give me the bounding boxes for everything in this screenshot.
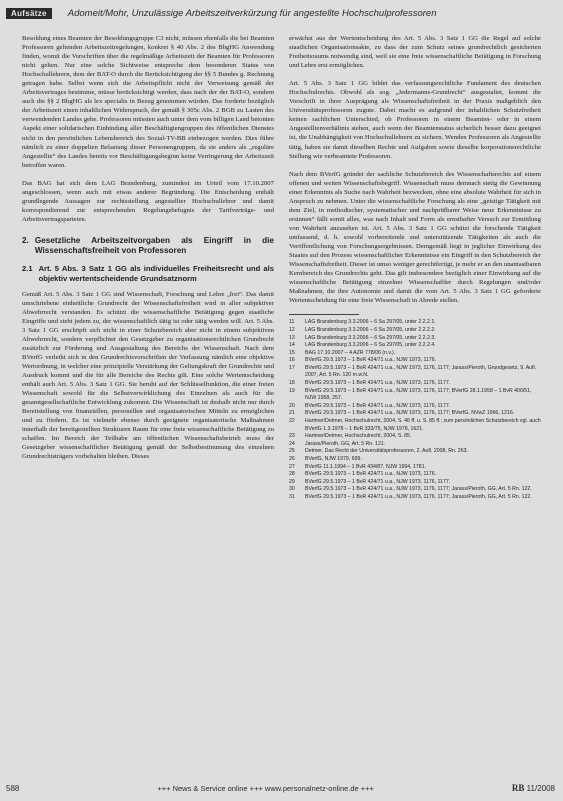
footnote-text: BVerfG, NJW 1979, 699. <box>305 456 362 462</box>
footnote-number: 16 <box>289 357 295 364</box>
paragraph: erwächst aus der Wertentscheidung des Art. 5 Abs. 3 Satz 1 GG die Regel auf solche staatlichen Organisationsakte, zu dass der zum Schutz seines grundrechtlich gesicherten Freiheitsraums notwendig sind, weil sie eine freie wissenschaftliche Betätigung in Forschung und Lehre erst ermöglichen. <box>289 35 541 70</box>
footnote <box>289 319 541 327</box>
footnote <box>289 357 541 365</box>
section-badge: Aufsätze <box>6 8 52 19</box>
footnotes <box>289 319 541 501</box>
footnote-text: BVerfG 11.1.1994 – 1 BvR 434/87, NJW 1994, 1781. <box>305 463 427 470</box>
footnote-number: 17 <box>289 364 295 371</box>
footnote <box>289 448 541 456</box>
footnote <box>289 494 541 502</box>
footnote <box>289 380 541 388</box>
footnote-number: 23 <box>289 433 295 440</box>
page-footer <box>6 782 555 794</box>
footnote-number: 30 <box>289 486 295 493</box>
footer-center-text: +++ News & Service online +++ www.personalnetz-online.de +++ <box>157 783 374 793</box>
footnote <box>289 327 541 335</box>
footnote-text: BVerfG 29.5.1973 – 1 BvR 424/71 u.a., NJW 1973, 1176, 1177; BVerfG 28.1.1958 – 1 BvR 400/51, NJW 1958, 257. <box>305 387 532 402</box>
footnote-text: BVerfG 29.5.1973 – 1 BvR 424/71 u.a., NJW 1973, 1176, 1177. <box>305 478 451 485</box>
running-title: Adomeit/Mohr, Unzulässige Arbeitszeitverkürzung für angestellte Hochschulprofessoren <box>67 7 437 19</box>
page-number: 588 <box>6 783 20 793</box>
right-column <box>289 34 541 764</box>
footnote-number: 25 <box>289 448 295 455</box>
footnote-number: 20 <box>289 402 295 409</box>
footnote-text: BVerfG 29.5.1973 – 1 BvR 424/71 u.a., NJW 1973, 1176, 1177; Jarass/Pieroth, GG, Art. 5 Rn. 122. <box>305 493 532 500</box>
footnote <box>289 479 541 487</box>
footnote-number: 18 <box>289 380 295 387</box>
footnote <box>289 410 541 418</box>
paragraph: Nach dem BVerfG gründet der sachliche Schutzbereich des Wissenschaftsrechts auf einem offenen und weiten Wissenschaftsbegriff. Wissenschaft muss demnach stetig die Gewinnung einer Erkenntnis als Suche nach Wahrheit bezwecken, ohne eine absolute Wahrheit für sich in Anspruch zu nehmen. Unter die wissenschaftliche Forschung als eine „geistige Tätigkeit mit dem Ziel, in methodischer, systematischer und nachprüfbarer Weise neue Erkenntnisse zu ersinnen“ fällt somit alles, was nach Inhalt und Form als ernsthafter Versuch zur Ermittlung von Wahrheit anzusehen ist. Art. 5 Abs. 3 Satz 1 GG schützt die forschende Tätigkeit umfassend, d. h. sowohl vorbereitende und unterstützende Tätigkeiten als auch die Veröffentlichung von Forschungsergebnissen. Demgemäß liegt in jeglicher Einwirkung des Staates auf den Prozess wissenschaftlicher Erkenntnisse ein Eingriff in den Schutzbereich der Wissenschaftsfreiheit. Dieser ist umso weniger gerechtfertigt, je mehr er an den unantastbaren Kernbereich des Grundrechts geht. Das gilt insbesondere bezüglich einer Einwirkung auf die wissenschaftliche Betätigung einzelner Wissenschaftler durch Regelungen und/oder Maßnahmen, die ihre Autonomie und damit die vom Art. 5 Abs. 3 Satz 1 GG geforderte Wertentscheidung für eine freie Wissenschaft in Abrede stellen. <box>289 170 541 305</box>
footnote-text: BVerfG 29.5.1973 – 1 BvR 424/71 u.a., NJW 1973, 1176, 1177; BVerfG, NVwZ 1996, 1216. <box>305 410 515 417</box>
paragraph: Art. 5 Abs. 3 Satz 1 GG bildet das verfassungsrechtliche Fundament des deutschen Hochschulrechts. Obwohl als sog. „Jedermanns-Grundrecht“ ausgestaltet, kommt die Vorschrift in ihrer Ausprägung als Wissenschaftsfreiheit in der Praxis maßgeblich den Universitätsprofessoren zugute. Dabei macht es aufgrund der inhaltlichen Schutzfreiheit keinen sachlichen Unterschied, ob Professoren in einem Beamten- oder in einem Angestelltenverhältnis stehen, auch wenn der Beamtenstatus sicherlich besser dazu geeignet ist, die Unabhängigkeit von Hochschullehrern zu sichern. Wenden Professoren als Angestellte tätig, haben sie damit dieselben Rechte und Aufgaben sowie dieselbe korporationsrechtliche Stellung wie verbeamtete Professoren. <box>289 80 541 160</box>
footnote-number: 24 <box>289 440 295 447</box>
footnote-number: 19 <box>289 387 295 394</box>
footnote-number: 12 <box>289 326 295 333</box>
footnote-text: LAG Brandenburg 3.3.2006 – 6 Sa 297/05, unter 2.2.2.2. <box>305 326 436 333</box>
footnote-text: BVerfG 29.5.1973 – 1 BvR 424/71 u.a., NJW 1973, 1176, 1177. <box>305 402 451 409</box>
page-header <box>6 6 555 20</box>
footnote <box>289 335 541 343</box>
footnote-number: 13 <box>289 334 295 341</box>
journal-mark: RB <box>511 783 525 793</box>
section-number: 2. <box>22 235 29 245</box>
footnote <box>289 403 541 411</box>
footnote-text: Hartmer/Detmer, Hochschulrecht, 2004, S. 85. <box>305 433 412 440</box>
footnote-text: BVerfG 29.5.1973 – 1 BvR 424/71 u.a., NJW 1973, 1176. <box>305 357 437 364</box>
footnote <box>289 441 541 449</box>
footnote-text: LAG Brandenburg 3.3.2006 – 6 Sa 297/05, unter 2.2.2.3. <box>305 334 436 341</box>
footnote-text: BAG 17.10.2007 – 4 AZR 778/06 (n.v.). <box>305 349 396 356</box>
section-heading <box>22 236 274 257</box>
footnote-number: 31 <box>289 493 295 500</box>
footnote-text: BVerfG 29.5.1973 – 1 BvR 424/71 u.a., NJW 1973, 1176, 1177. <box>305 380 451 387</box>
paragraph: Gemäß Art. 5 Abs. 3 Satz 1 GG sind Wissenschaft, Forschung und Lehre „frei“. Das damit umschriebene einheitliche Grundrecht der Wissenschaftsfreiheit wird in aller subjektiver Abwehrrecht verstanden. Es schützt die wissenschaftliche Betätigung gegen staatliche Eingriffe und steht jedem zu, der wissenschaftlich tätig ist oder tätig werden will. Art. 5 Abs. 3 Satz 1 GG erschöpft sich nicht in einer Schutzbereich aber nicht in einem subjektiven Abwehrrecht, sondern verpflichtet den Gesetzgeber zu organisationsrechtlichen Grundrecht zusätzlich zur Förderung und Ausgestaltung des Bereichs der Wissenschaft. Nach dem BVerfG verleiht sich in den Grundrechtsvorschriften der Verfassung nämlich eine objektive Wertordnung, in welcher eine prinzipielle Verstärkung der Geltungskraft der Grundrechte und Ausdruck kommt und die für alle Bereiche des Rechts gilt. Eine solche Wertentscheidung enthält auch Art. 5 Abs. 3 Satz 1 GG. Sie beruht auf der Schlüsselfunktion, die einer freien Wissenschaft sowohl für die Selbstverwirklichung des Einzelnen als auch für die gesamtgesellschaftliche Entwicklung zukommt. Die Wissenschaft ist deshalb nicht nur durch Bereitstellung von finanziellen, personellen und organisatorischen Mitteln zu ermöglichen und zu fördern. Es ist vielmehr ebenso durch geeignete organisatorische Maßnahmen innerhalb der bereitgestellten Strukturen Raum für eine freie wissenschaftliche Betätigung zu schaffen. Im Bereich der Teilhabe am öffentlichen Wissenschaftsbetrieb muss der Gesetzgeber wissenschaftlicher Betätigung gemäß der Selbstbestimmung des einzelnen Grundrechtsträgers vorbehalten bleiben. Dieses <box>22 290 274 461</box>
footnote-divider <box>289 314 359 315</box>
footnote-number: 11 <box>289 319 295 326</box>
subsection-heading <box>22 264 274 284</box>
footnote <box>289 388 541 403</box>
left-column <box>22 34 274 764</box>
footnote-text: BVerfG 29.5.1973 – 1 BvR 424/71 u.a., NJW 1973, 1176. <box>305 471 437 478</box>
journal-issue <box>512 783 555 793</box>
footnote-number: 22 <box>289 418 295 425</box>
footnote <box>289 456 541 464</box>
footnote-text: BVerfG 29.5.1973 – 1 BvR 424/71 u.a., NJW 1973, 1176, 1177; Jarass/Pieroth, Grundgesetz, 9. Aufl. 2007, Art. 5 Rn. 120 m.w.N. <box>305 364 537 379</box>
footnote-number: 21 <box>289 410 295 417</box>
subsection-number: 2.1 <box>22 263 33 273</box>
footnote <box>289 365 541 380</box>
footnote-text: LAG Brandenburg 3.3.2006 – 6 Sa 297/05, unter 2.2.2.4. <box>305 342 436 349</box>
footnote-number: 14 <box>289 342 295 349</box>
footnote-number: 15 <box>289 349 295 356</box>
footnote-number: 26 <box>289 456 295 462</box>
footnote-text: LAG Brandenburg 3.3.2006 – 6 Sa 297/05, unter 2.2.2.1. <box>305 319 436 326</box>
footnote-text: Hartmer/Detmer, Hochschulrecht, 2004, S. 46 ff. u. S. 85 ff.; zum persönlichen Schutzbereich vgl. auch BVerfG 1.3.1978 – 1 BvR 333/75, NJW 1978, 1621. <box>305 418 541 432</box>
section-title: Gesetzliche Arbeitszeitvorgaben als Eingriff in die Wissenschaftsfreiheit von Professoren <box>34 235 274 256</box>
footnote <box>289 486 541 494</box>
issue-number: 11/2008 <box>526 784 555 793</box>
footnote-text: Detmer, Das Recht der Universitätsprofessoren, 2. Aufl. 2008, Rn. 263. <box>305 448 468 455</box>
footnote <box>289 418 541 433</box>
footnote-text: Jarass/Pieroth, GG, Art. 5 Rn. 121. <box>305 440 386 447</box>
footnote <box>289 350 541 358</box>
footnote-text: BVerfG 29.5.1973 – 1 BvR 424/71 u.a., NJW 1973, 1176, 1177; Jarass/Pieroth, GG, Art. 5 Rn. 122. <box>305 486 532 493</box>
footnote <box>289 471 541 479</box>
footnote-number: 29 <box>289 478 295 485</box>
footnote-number: 27 <box>289 463 295 470</box>
paragraph: Besoldung eines Beamten der Besoldungsgruppe C3 nicht, müssen ebenfalls die bei Beamten Professoren geltenden Arbeitszeitregelungen, konkret § 40 Abs. 2 des BbgHG Anwendung finden, womit die Vorschriften über die regelmäßige Arbeitszeit der Beamten für Professoren nicht gelten. Nur eine solche Sichtweise entspreche dem besonderen Status von Hochschullehrern, dem der BAT-O durch die Berücksichtigung der §§ 5 Bundes g. Rechnung getragen habe. Selbst wenn sich die Arbeitspflicht nicht der Verweisung gemäß der Arbeitsvertrages bestimme, müsse berücksichtigt werden, dass nach der der BAT-O, sondern auch die §§ 2 BbgHG als lex specialis in Bezug genommen würden. Das forderte bezüglich der Arbeitszeit einen inhaltlichen Widerspruch, der gemäß § 305c Abs. 2 BGB zu Lasten des verwendenden Landes gehe. Professoren müssten auch unter dem vom billigen Land betonten Aspekt einer solidarischen Einbindung aller Beschäftigtengruppen des öffentlichen Dienstes nicht in den persönlichen Lebensbereich des Sozial-TV-BB einbezogen werden. Dies führe nämlich zu einer doppelten Belastung dieser Personengruppen, da sie anders als „reguläre Angestellte“ des Landes bereits vor Beschäftigungsbeginn keine Verringerung der Arbeitszeit betroffen waren. <box>22 35 274 169</box>
footnote-number: 28 <box>289 471 295 478</box>
footnote <box>289 464 541 472</box>
footnote <box>289 342 541 350</box>
footnote <box>289 433 541 441</box>
subsection-title: Art. 5 Abs. 3 Satz 1 GG als individuelles Freiheitsrecht und als objektiv wertentscheidende Grundsatznorm <box>38 263 274 283</box>
paragraph: Das BAG hat sich dem LAG Brandenburg, zumindest im Urteil vom 17.10.2007 angeschlossen, wenn auch mit etwas anderer Begründung. Die Entscheidung enthält grundlegende Aussagen zur rechtsstellung angestellter Hochschullehrer und damit korrespondierend zur entsprechenden Regelungsbefugnis der Tarifverträge- und Arbeitsvertragsparteien. <box>22 179 274 223</box>
